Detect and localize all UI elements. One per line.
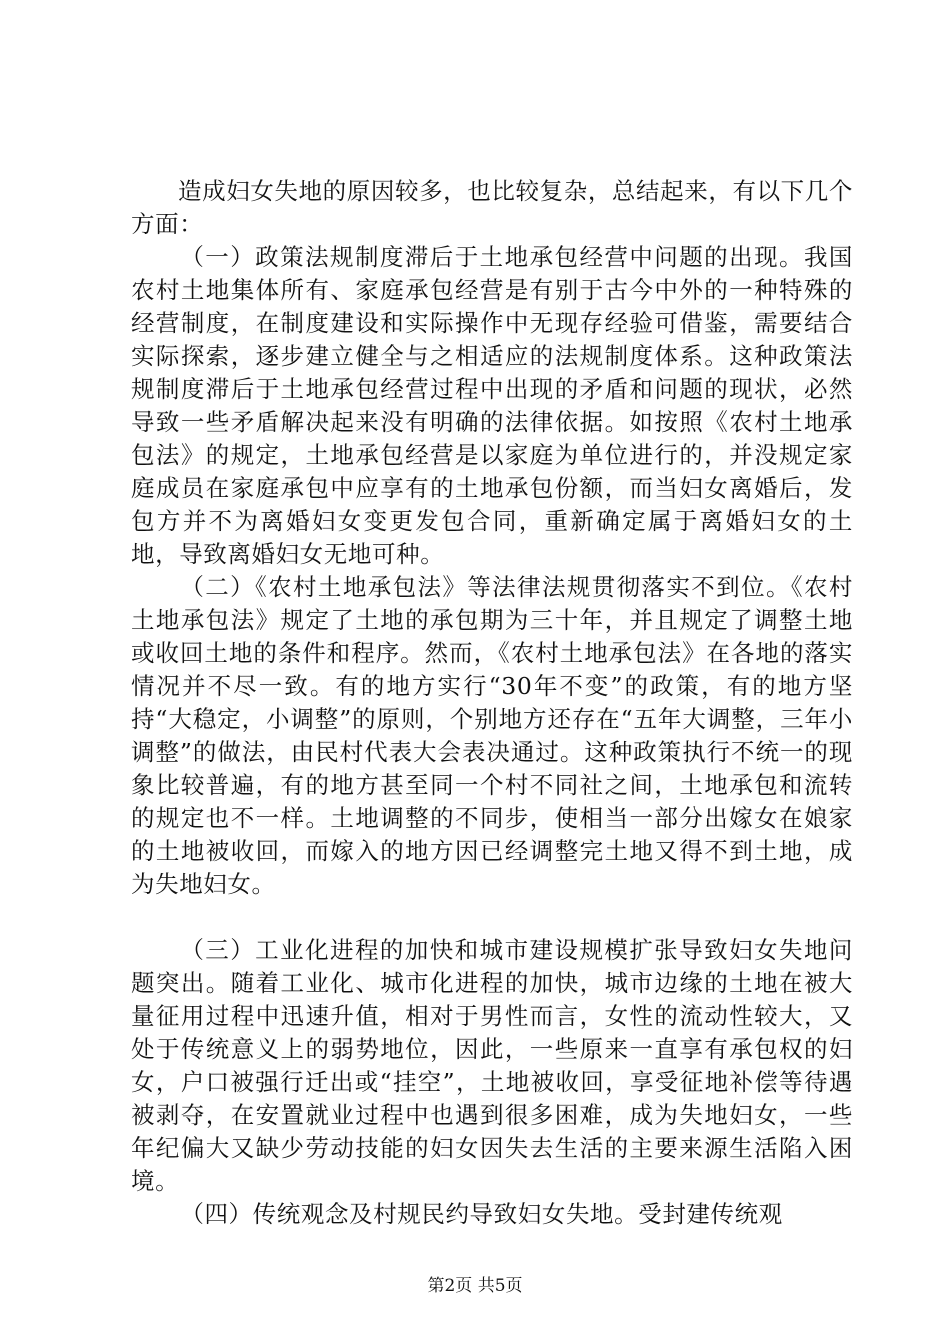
paragraph-section-2: （二）《农村土地承包法》等法律法规贯彻落实不到位。《农村土地承包法》规定了土地的承包期为三十年，并且规定了调整土地或收回土地的条件和程序。然而，《农村土地承包法》在各地的落实情况并不尽一致。有的地方实行“30年不变”的政策，有的地方坚持“大稳定，小调整”的原则，个别地方还存在“五年大调整，三年小调整”的做法，由民村代表大会表决通过。这种政策执行不统一的现象比较普遍，有的地方甚至同一个村不同社之间，土地承包和流转的规定也不一样。土地调整的不同步，使相当一部分出嫁女在娘家的土地被收回，而嫁入的地方因已经调整完土地又得不到土地，成为失地妇女。 <box>131 573 853 898</box>
paragraph-intro: 造成妇女失地的原因较多，也比较复杂，总结起来，有以下几个方面： <box>131 177 853 238</box>
paragraph-section-1: （一）政策法规制度滞后于土地承包经营中问题的出现。我国农村土地集体所有、家庭承包经营是有别于古今中外的一种特殊的经营制度，在制度建设和实际操作中无现存经验可借鉴，需要结合实际探索，逐步建立健全与之相适应的法规制度体系。这种政策法规制度滞后于土地承包经营过程中出现的矛盾和问题的现状，必然导致一些矛盾解决起来没有明确的法律依据。如按照《农村土地承包法》的规定，土地承包经营是以家庭为单位进行的，并没规定家庭成员在家庭承包中应享有的土地承包份额，而当妇女离婚后，发包方并不为离婚妇女变更发包合同，重新确定属于离婚妇女的土地，导致离婚妇女无地可种。 <box>131 243 853 568</box>
page-number-footer: 第2页 共5页 <box>427 1276 523 1296</box>
document-body <box>131 175 853 1231</box>
paragraph-section-3: （三）工业化进程的加快和城市建设规模扩张导致妇女失地问题突出。随着工业化、城市化进程的加快，城市边缘的土地在被大量征用过程中迅速升值，相对于男性而言，女性的流动性较大，又处于传统意义上的弱势地位，因此，一些原来一直享有承包权的妇女，户口被强行迁出或“挂空”，土地被收回，享受征地补偿等待遇被剥夺，在安置就业过程中也遇到很多困难，成为失地妇女，一些年纪偏大又缺少劳动技能的妇女因失去生活的主要来源生活陷入困境。 <box>131 936 853 1195</box>
paragraph-section-4: （四）传统观念及村规民约导致妇女失地。受封建传统观 <box>180 1200 783 1228</box>
paragraph-spacer <box>131 901 853 934</box>
